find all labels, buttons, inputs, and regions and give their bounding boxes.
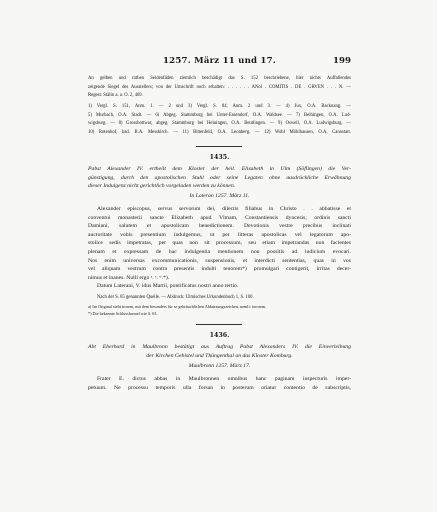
header-title: 1257. März 11 und 17. [163, 56, 276, 66]
page-number: 199 [333, 56, 351, 66]
running-header [88, 56, 351, 68]
summary-line: dieser Indulgenz nicht gerichtlich vorgeladen werden zu können. [88, 183, 236, 190]
note-line: a) Im Original steht trorem, mit dem besonders für se gebräuchlichen Abkürzungszeichen, nemli: tororem. [88, 304, 267, 309]
note-line: *) Die bekannte Schlussformel wie S. 63. [88, 310, 158, 316]
summary-line: der Kirchen Gebistel und Thüngenthal an das Kloster Komburg. [146, 352, 293, 359]
text-line: petuum. Ne processu temporis ulla forsan in posterum oriatur contentio de subscriptis, [88, 384, 351, 391]
text-line: Frater E. dictus abbas in Maulbronnen omnibus hanc paginam inspecturis imper- [97, 376, 351, 382]
footnote-line: 5) Murbach, O.A. Stadt. — 6) Abgeg. Stammburg bei Unter-Essendorf, O.A. Waldsee. — 7) Beihingen, O.A. Lud- [88, 112, 351, 118]
text-line: Regest: Stälin a. a. O. 2, 469. [88, 93, 143, 99]
text-line: Datum Laterani, V. idus Martii, pontificatus nostri anno tertio. [97, 283, 239, 290]
charter-text [88, 205, 351, 291]
section-summary [88, 165, 351, 191]
text-line: Nos enim universas excommunicationis, suspensionis, et interdicti sententias, quas in vos [88, 257, 351, 264]
text-line: conventui monasterii sancte Elizabeth apud Vlmam, Constantiensis dyocesis, ordinis sancti [88, 214, 351, 221]
top-seal-note [88, 75, 351, 101]
footnote-list [88, 103, 351, 137]
section-number: 1435. [209, 154, 230, 161]
text-line: nimus et inanes. Nulli ergo ᵃ. ˢ. ʷ.*). [88, 274, 170, 281]
section-number: 1436. [209, 332, 230, 339]
text-line: plenam et expressam de hac indulgentia mentionem non possitis ad iudicium evocari. [88, 248, 351, 255]
source-note [88, 294, 351, 303]
section-divider [196, 146, 242, 147]
charter-text [88, 375, 351, 392]
dateline: In Lateran 1257. März 11. [189, 193, 250, 199]
dateline: Maulbronn 1257. März 17. [188, 363, 251, 369]
text-line: zeigende Siegel des Ausstellers; von der Umschrift noch erhalten: . . . . . . ANol . COMITIS . DE . GRVEN . . . N. — [88, 84, 351, 90]
summary-line: Abt Eberhard in Maulbronn bestätigt aus Auftrag Pabst Alexanders IV. die Einverleibung [88, 344, 351, 350]
section-divider [196, 324, 242, 325]
text-line: An gelben und rothen Seidenfäden ziemlich beschädigt das S. 152 beschriebene, hier nichts Auffallendes [88, 76, 351, 81]
source-line: Nach der S. 85 genannten Quelle. — Abdruck: Ulmisches Urkundenbuch 1, S. 100. [97, 295, 254, 300]
summary-line: günstigung, durch den apostolischen Stuhl oder seine Legaten ohne ausdrückliche Erwähnung [88, 174, 351, 181]
text-line: stolice sedis impetratas, per quas non sit processum, seu etiam impetrandas non facientes [88, 240, 351, 247]
footnote-line: 10) Rotenhof, bad. B.A. Messkirch. — 11) Bittenfeld, O.A. Leonberg. — 12) Wohl Möhlhausen, O.A. Cannstatt. [88, 129, 351, 135]
section-summary [88, 343, 351, 360]
text-line: Alexander episcopus, servus servorum dei, dilectis filiabus in Christo . . abbatisse et [97, 206, 351, 212]
text-line: Damiani, salutem et apostolicam benedictionem. Devotionis vestre precibus inclinati [88, 223, 351, 230]
text-line: auctoritate vobis presentium indulgemus, ut per litteras apostolicas vel legatorum apo- [88, 231, 351, 238]
footnote-line: wigsburg. — 8) Grossbottwar, abgeg. Stammburg bei Heiningen, O.A. Beutlingen. — 9) Oswell, O.A. Ludwigsburg. — [88, 121, 351, 127]
text-line: vel aliquam vestrum contra presentis indulti tenorem*) promulgari contigerit, irritas decer- [88, 266, 351, 273]
text-notes [88, 304, 351, 317]
summary-line: Pabst Alexander IV. ertheilt dem Kloster der heil. Elisabeth in Ulm (Söflingen) die Ver- [88, 166, 351, 172]
footnote-line: 1) Vergl. S. 151, Anm. 1. — 2 und 3) Vergl. S. 84, Anm. 2 und 3. — 4) Jux, O.A. Backnang. — [88, 104, 351, 109]
